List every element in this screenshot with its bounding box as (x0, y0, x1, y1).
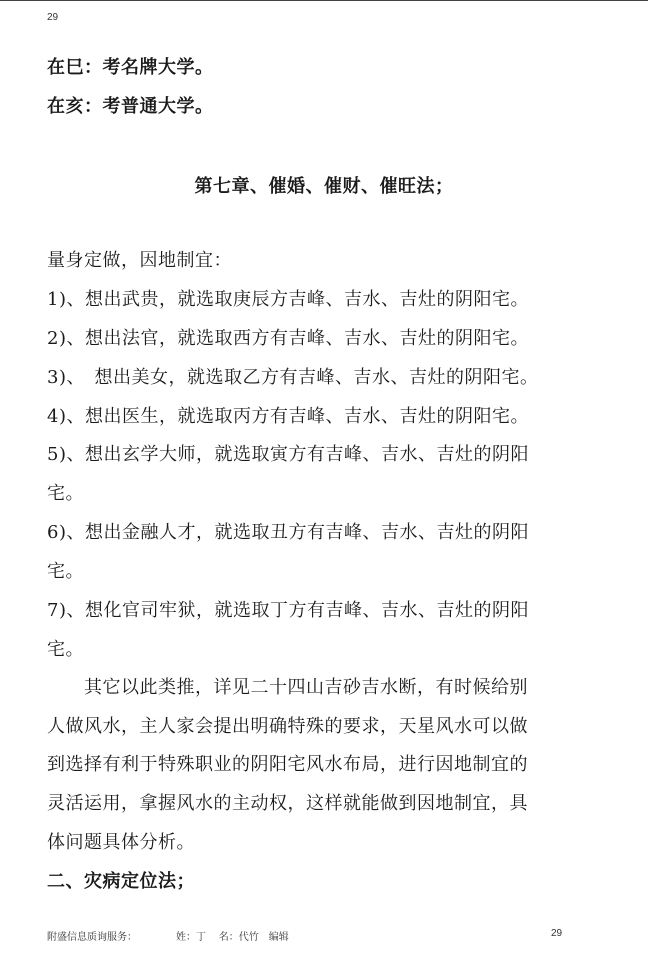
section-heading: 二、灾病定位法； (47, 871, 195, 892)
body-line: 5)、想出玄学大师，就选取寅方有吉峰、吉水、吉灶的阴阳 (47, 444, 529, 465)
body-line: 3)、 想出美女，就选取乙方有吉峰、吉水、吉灶的阴阳宅。 (47, 367, 539, 388)
body-line: 4)、想出医生，就选取丙方有吉峰、吉水、吉灶的阴阳宅。 (47, 406, 529, 427)
body-line: 1)、想出武贵，就选取庚辰方吉峰、吉水、吉灶的阴阳宅。 (47, 289, 529, 310)
body-line: 2)、想出法官，就选取西方有吉峰、吉水、吉灶的阴阳宅。 (47, 328, 529, 349)
body-line: 7)、想化官司牢狱，就选取丁方有吉峰、吉水、吉灶的阴阳 (47, 600, 529, 621)
body-line: 宅。 (47, 639, 84, 660)
body-line: 宅。 (47, 561, 84, 582)
body-line: 体问题具体分析。 (47, 832, 195, 853)
text-line-hai: 在亥：考普通大学。 (47, 96, 214, 117)
body-line: 人做风水，主人家会提出明确特殊的要求，天星风水可以做 (47, 716, 528, 737)
top-rule (0, 0, 648, 1)
body-line: 其它以此类推，详见二十四山吉砂吉水断，有时候给别 (47, 677, 528, 698)
body-line: 灵活运用，拿握风水的主动权，这样就能做到因地制宜，具 (47, 793, 528, 814)
body-line: 6)、想出金融人才，就选取丑方有吉峰、吉水、吉灶的阴阳 (47, 522, 529, 543)
footer-page-number: 29 (551, 928, 563, 939)
chapter-heading: 第七章、催婚、催财、催旺法； (194, 176, 454, 197)
footer-service: 附盛信息质询服务： (47, 932, 137, 943)
body-line: 宅。 (47, 483, 84, 504)
page-number-top: 29 (47, 12, 59, 23)
body-line: 量身定做，因地制宜： (47, 250, 232, 271)
text-line-si: 在巳：考名牌大学。 (47, 57, 214, 78)
footer-editor: 姓：丁 名：代竹 编辑 (176, 932, 289, 943)
body-line: 到选择有利于特殊职业的阴阳宅风水布局，进行因地制宜的 (47, 754, 528, 775)
